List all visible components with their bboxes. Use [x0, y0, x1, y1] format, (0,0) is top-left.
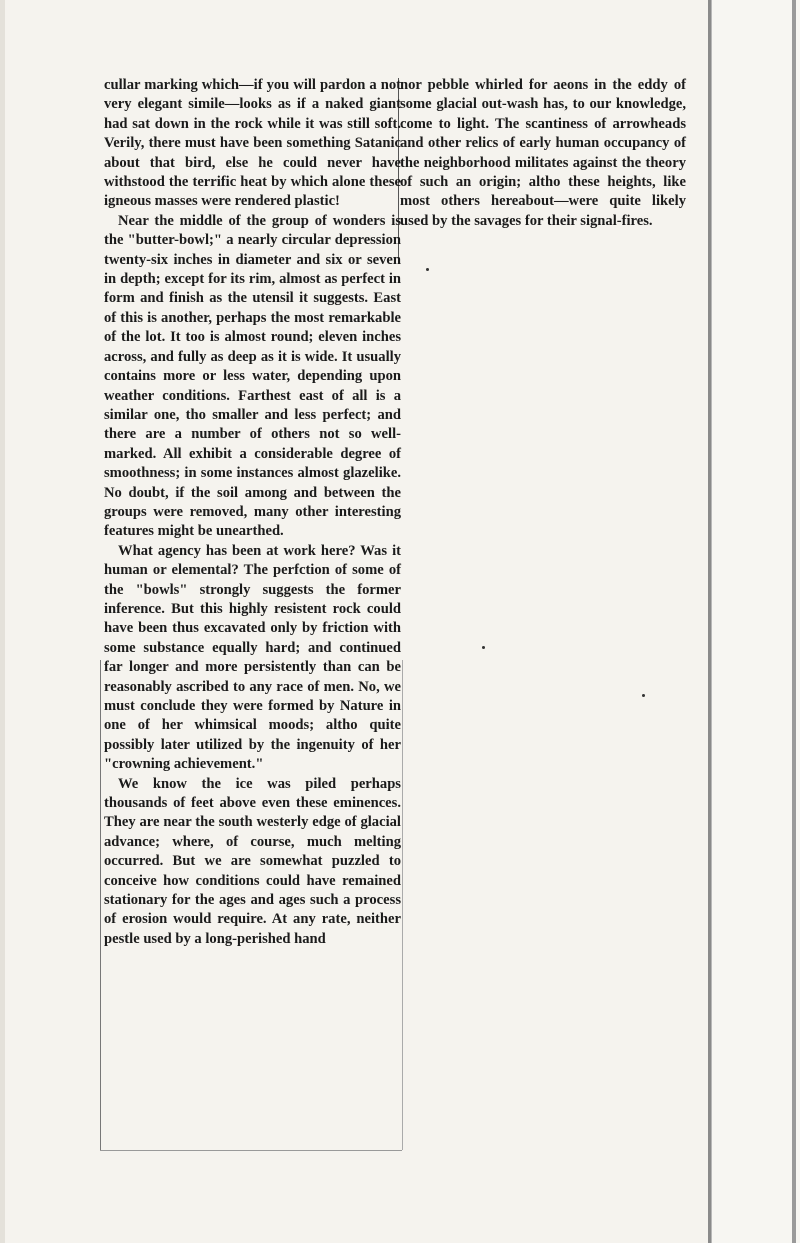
clipping-border-bottom	[100, 1150, 402, 1151]
right-text-column	[400, 76, 686, 231]
clipping-border-right	[402, 660, 403, 1150]
left-text-column	[104, 76, 401, 949]
page-left-edge	[0, 0, 5, 1243]
paragraph-pebble-conclusion: nor pebble whirled for aeons in the eddy of some glacial out-wash has, to our knowledge, come to light. The scantiness of arrowheads and other relics of early human occupancy of the neighborhood militates against the theory of such an origin; altho these heights, like most others hereabout—were quite likely used by the savages for their signal-fires.	[400, 77, 686, 229]
paragraph-butter-bowl: Near the middle of the group of wonders is the "butter-bowl;" a nearly circular depression twenty-six inches in diameter and six or seven in depth; except for its rim, almost as perfect in form and finish as the utensil it suggests. East of this is another, perhaps the most remarkable of the lot. It too is almost round; eleven inches across, and fully as deep as it is wide. It usually contains more or less water, depending upon weather conditions. Farthest east of all is a similar one, tho smaller and less perfect; and there are a number of others not so well-marked. All exhibit a considerable degree of smoothness; in some instances almost glazelike. No doubt, if the soil among and between the groups were removed, many other interesting features might be unearthed.	[104, 212, 401, 540]
print-speck	[426, 268, 429, 271]
paragraph-continued: cullar marking which—if you will pardon a not very elegant simile—looks as if a naked giant had sat down in the rock while it was still soft. Verily, there must have been something Satanic about that bird, else he could never have withstood the terrific heat by which alone these igneous masses were rendered plastic!	[104, 77, 401, 210]
clipping-border-left	[100, 660, 101, 1150]
print-speck	[482, 646, 485, 649]
paragraph-glacial-ice: We know the ice was piled perhaps thousands of feet above even these eminences. They are near the south westerly edge of glacial advance; where, of course, much melting occurred. But we are somewhat puzzled to conceive how conditions could have remained stationary for the ages and ages such a process of erosion would require. At any rate, neither pestle used by a long-perished hand	[104, 775, 401, 947]
print-speck	[642, 694, 645, 697]
adjacent-page-strip	[711, 0, 800, 1243]
page-far-edge	[792, 0, 796, 1243]
paragraph-agency: What agency has been at work here? Was it human or elemental? The perfction of some of the "bowls" strongly suggests the former inference. But this highly resistent rock could have been thus excavated only by friction with some substance equally hard; and continued far longer and more persistently than can be reasonably ascribed to any race of men. No, we must conclude they were formed by Nature in one of her whimsical moods; altho quite possibly later utilized by the ingenuity of her "crowning achievement."	[104, 542, 401, 773]
